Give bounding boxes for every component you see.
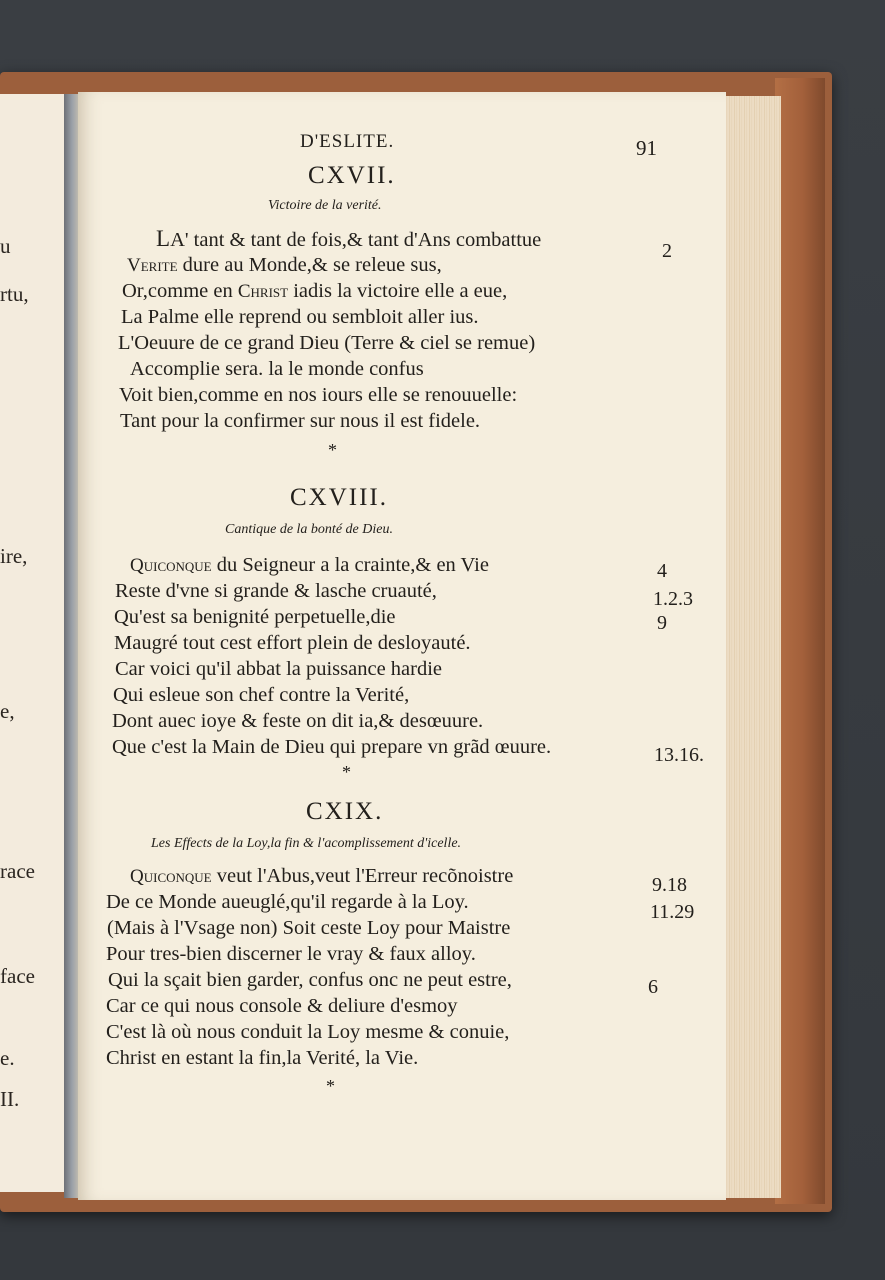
margin-reference: 13.16. (654, 744, 704, 766)
small-caps-word: Verite (127, 255, 178, 276)
verse-line: C'est là où nous conduit la Loy mesme & conuie, (106, 1021, 510, 1043)
verse-line: Car ce qui nous console & deliure d'esmoy (106, 995, 458, 1017)
verse-line: Accomplie sera. la le monde confus (130, 358, 424, 380)
verse-line: Christ en estant la fin,la Verité, la Vie. (106, 1047, 419, 1069)
small-caps-word: Quiconque (130, 866, 212, 887)
verse-line: Que c'est la Main de Dieu qui prepare vn grãd œuure. (112, 736, 552, 758)
running-head: D'ESLITE. (300, 131, 395, 152)
margin-reference: 1.2.3 (653, 588, 693, 610)
verse-line: Tant pour la confirmer sur nous il est fidele. (120, 410, 481, 432)
verse-line: (Mais à l'Vsage non) Soit ceste Loy pour Maistre (107, 917, 511, 939)
verse-line: Reste d'vne si grande & lasche cruauté, (115, 580, 437, 602)
verse-line: Qui esleue son chef contre la Verité, (113, 684, 410, 706)
left-fragment: race (0, 859, 35, 883)
verse-line: Car voici qu'il abbat la puissance hardie (115, 658, 443, 680)
small-caps-word: Quiconque (130, 555, 212, 576)
drop-initial: L (156, 226, 171, 251)
verse-text: iadis la victoire elle a eue, (288, 280, 508, 302)
section-title: Victoire de la verité. (268, 198, 382, 213)
section-number: CXIX. (306, 798, 384, 825)
page-block-edge (724, 96, 781, 1198)
verse-line (122, 279, 507, 305)
section-title: Cantique de la bonté de Dieu. (225, 522, 393, 537)
section-number: CXVII. (308, 162, 396, 189)
verse-line: De ce Monde aueuglé,qu'il regarde à la Loy. (106, 891, 469, 913)
verse-text: veut l'Abus,veut l'Erreur recõnoistre (211, 865, 514, 887)
verse-line: L'Oeuure de ce grand Dieu (Terre & ciel se remue) (118, 332, 536, 354)
verse-line (156, 226, 541, 254)
verse-text: dure au Monde,& se releue sus, (177, 254, 442, 276)
verse-text: A' tant & tant de fois,& tant d'Ans combattue (170, 229, 542, 251)
verse-line: Maugré tout cest effort plein de desloyauté. (114, 632, 471, 654)
verse-line (127, 253, 442, 279)
ornament-asterisk: * (342, 762, 351, 782)
small-caps-word: Christ (237, 281, 289, 302)
margin-reference: 11.29 (650, 901, 695, 923)
left-fragment: e, (0, 699, 15, 723)
verse-text: Or,comme en (122, 280, 238, 302)
verse-line: Dont auec ioye & feste on dit ia,& desœuure. (112, 710, 484, 732)
left-page (0, 94, 68, 1192)
margin-reference: 4 (657, 560, 667, 582)
cover-edge (775, 78, 825, 1204)
verse-line: Qui la sçait bien garder, confus onc ne peut estre, (108, 969, 512, 991)
left-fragment: rtu, (0, 282, 29, 306)
section-number: CXVIII. (290, 484, 389, 511)
verse-line (130, 864, 513, 890)
section-title: Les Effects de la Loy,la fin & l'acomplissement d'icelle. (151, 836, 462, 851)
margin-reference: 9.18 (652, 874, 687, 896)
verse-line (130, 553, 489, 579)
left-fragment: face (0, 964, 35, 988)
verse-line: La Palme elle reprend ou sembloit aller ius. (121, 306, 479, 328)
margin-reference: 6 (648, 976, 658, 998)
left-fragment: ire, (0, 544, 28, 568)
margin-reference: 2 (662, 240, 672, 262)
ornament-asterisk: * (326, 1076, 335, 1096)
ornament-asterisk: * (328, 440, 337, 460)
page-number: 91 (636, 136, 657, 160)
verse-line: Qu'est sa benignité perpetuelle,die (114, 606, 396, 628)
left-fragment: u (0, 234, 11, 258)
verse-line: Voit bien,comme en nos iours elle se renouuelle: (119, 384, 518, 406)
left-fragment: II. (0, 1087, 20, 1111)
verse-line: Pour tres-bien discerner le vray & faux alloy. (106, 943, 476, 965)
left-fragment: e. (0, 1046, 15, 1070)
margin-reference: 9 (657, 612, 667, 634)
verse-text: du Seigneur a la crainte,& en Vie (211, 554, 489, 576)
